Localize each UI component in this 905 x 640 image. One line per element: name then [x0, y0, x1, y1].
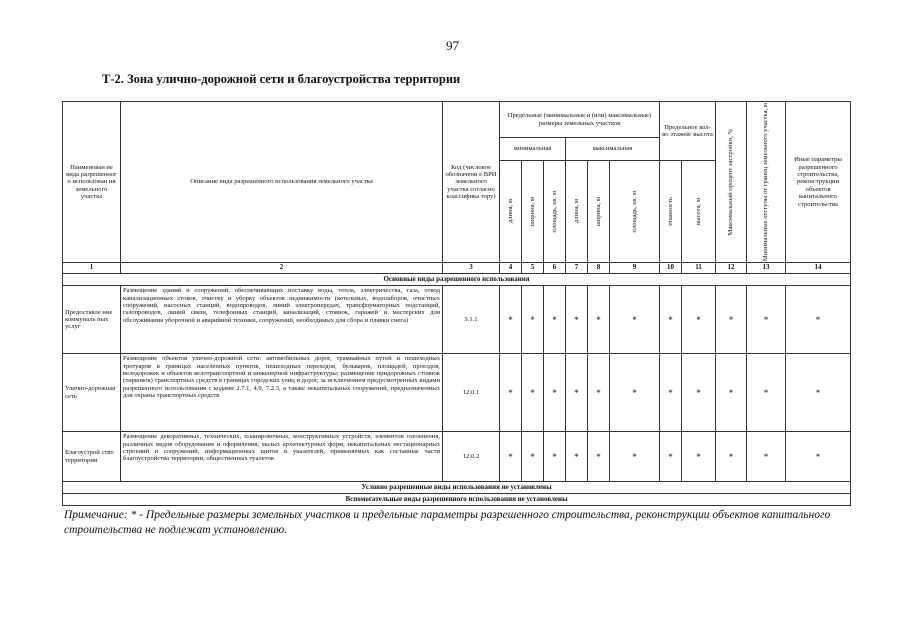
header-name: Наименован ие вида разрешенног о использован ия земельного участка	[63, 102, 121, 263]
value-cell: *	[610, 354, 660, 432]
value-cell: *	[660, 354, 682, 432]
header-height: высота, м	[694, 197, 702, 226]
use-description: Размещение зданий и сооружений, обеспечивающих поставку воды, тепла, электричества, газа, отвод канализационных стоков, очистку и уборку объектов недвижимости (котельных, водозаборов, очистных сооружений, насосных станций, водопроводов, линий электропередач, трансформаторных подстанций, газопроводов, линий связи, телефонных станций, канализаций, стоянок, гаражей и мастерских для обслуживания уборочной и аварийной техники, сооружений, необходимых для сбора и плавки снега)	[121, 286, 443, 354]
value-cell: *	[500, 286, 522, 354]
value-cell: *	[566, 354, 588, 432]
page-number: 97	[446, 38, 459, 53]
value-cell: *	[747, 286, 786, 354]
column-number: 7	[566, 263, 588, 274]
value-cell: *	[500, 432, 522, 482]
column-number: 12	[716, 263, 747, 274]
header-length-min: длина, м	[506, 199, 514, 224]
section-main-uses: Основные виды разрешенного использования	[63, 274, 851, 286]
header-description: Описание вида разрешенного использования земельного участка	[121, 102, 443, 263]
header-floors: этажность	[666, 196, 674, 227]
page-title: Т-2. Зона улично-дорожной сети и благоустройства территории	[102, 72, 461, 86]
zone-table	[62, 101, 851, 506]
header-floors-height: Предельное кол-во этажей/ высота	[660, 102, 716, 161]
value-cell: *	[747, 432, 786, 482]
header-length-max: длина, м	[572, 199, 580, 224]
header-area-max: площадь, кв. м	[630, 190, 638, 233]
value-cell: *	[566, 432, 588, 482]
column-number: 13	[747, 263, 786, 274]
table-row	[63, 354, 851, 432]
header-width-max: ширина, м	[594, 196, 602, 227]
column-number: 11	[682, 263, 716, 274]
header-max-build-percent: Максимальный процент застройки, %	[727, 128, 735, 236]
use-description: Размещение декоративных, технических, планировочных, конструктивных устройств, элементов озеленения, различных видов оборудования и оформления, малых архитектурных форм, некапитальных нестационарных строений и сооружений, информационных щитов и указателей, применяемых как составные части благоустройства территории, общественных туалетов	[121, 432, 443, 482]
section-auxiliary-uses: Вспомогательные виды разрешенного использования не установлены	[63, 494, 851, 506]
column-number: 14	[786, 263, 851, 274]
value-cell: *	[716, 354, 747, 432]
use-code: 12.0.2	[443, 432, 500, 482]
value-cell: *	[544, 354, 566, 432]
footnote: Примечание: * - Предельные размеры земельных участков и предельные параметры разрешенного строительства, реконструкции объектов капитального строительства не подлежат установлению.	[64, 509, 831, 536]
header-min: минимальная	[500, 138, 566, 161]
table-row	[63, 432, 851, 482]
value-cell: *	[544, 286, 566, 354]
section-conditional-uses: Условно разрешенные виды использования не установлены	[63, 482, 851, 494]
header-other-params: Иные параметры разрешенного строительства, реконструкции объектов капитального строительства	[786, 102, 851, 263]
value-cell: *	[716, 286, 747, 354]
value-cell: *	[786, 354, 851, 432]
value-cell: *	[682, 286, 716, 354]
header-size-limits: Предельные (минимальные и (или) максимальные) размеры земельных участков	[500, 102, 660, 138]
value-cell: *	[522, 354, 544, 432]
value-cell: *	[716, 432, 747, 482]
column-number: 3	[443, 263, 500, 274]
table-row	[63, 286, 851, 354]
value-cell: *	[682, 354, 716, 432]
header-code: Код (числовое обозначени е ВРИ земельного участка согласно классифика тору)	[443, 102, 500, 263]
value-cell: *	[588, 432, 610, 482]
column-number: 8	[588, 263, 610, 274]
value-cell: *	[660, 432, 682, 482]
value-cell: *	[610, 286, 660, 354]
header-min-setback: Минимальные отступы от границ земельного участка, м	[762, 103, 770, 262]
column-number: 5	[522, 263, 544, 274]
value-cell: *	[522, 286, 544, 354]
value-cell: *	[544, 432, 566, 482]
use-name: Улично-дорожная сеть	[63, 354, 121, 432]
use-code: 3.1.1	[443, 286, 500, 354]
column-number: 6	[544, 263, 566, 274]
header-width-min: ширина, м	[528, 196, 536, 227]
value-cell: *	[747, 354, 786, 432]
value-cell: *	[522, 432, 544, 482]
value-cell: *	[786, 432, 851, 482]
column-number: 2	[121, 263, 443, 274]
header-area-min: площадь, кв. м	[550, 190, 558, 233]
column-number: 10	[660, 263, 682, 274]
header-max: максимальная	[566, 138, 660, 161]
value-cell: *	[566, 286, 588, 354]
column-number: 9	[610, 263, 660, 274]
column-number: 4	[500, 263, 522, 274]
value-cell: *	[786, 286, 851, 354]
column-numbers-row	[63, 263, 851, 274]
column-number: 1	[63, 263, 121, 274]
value-cell: *	[500, 354, 522, 432]
value-cell: *	[660, 286, 682, 354]
value-cell: *	[610, 432, 660, 482]
use-code: 12.0.1	[443, 354, 500, 432]
use-description: Размещение объектов улично-дорожной сети: автомобильных дорог, трамвайных путей и пешеходных тротуаров в границах населенных пунктов, пешеходных переходов, бульваров, площадей, проездов, велодорожек и объектов велотранспортной и инженерной инфраструктуры; размещение придорожных стоянок (парковок) транспортных средств в границах городских улиц и дорог, за исключением предусмотренных видами разрешенного использования с кодами 2.7.1, 4.9, 7.2.3, а также некапитальных сооружений, предназначенных для охраны транспортных средств	[121, 354, 443, 432]
use-name: Предоставле ние коммуналь ных услуг	[63, 286, 121, 354]
value-cell: *	[588, 354, 610, 432]
use-name: Благоустрой ство территории	[63, 432, 121, 482]
value-cell: *	[682, 432, 716, 482]
value-cell: *	[588, 286, 610, 354]
